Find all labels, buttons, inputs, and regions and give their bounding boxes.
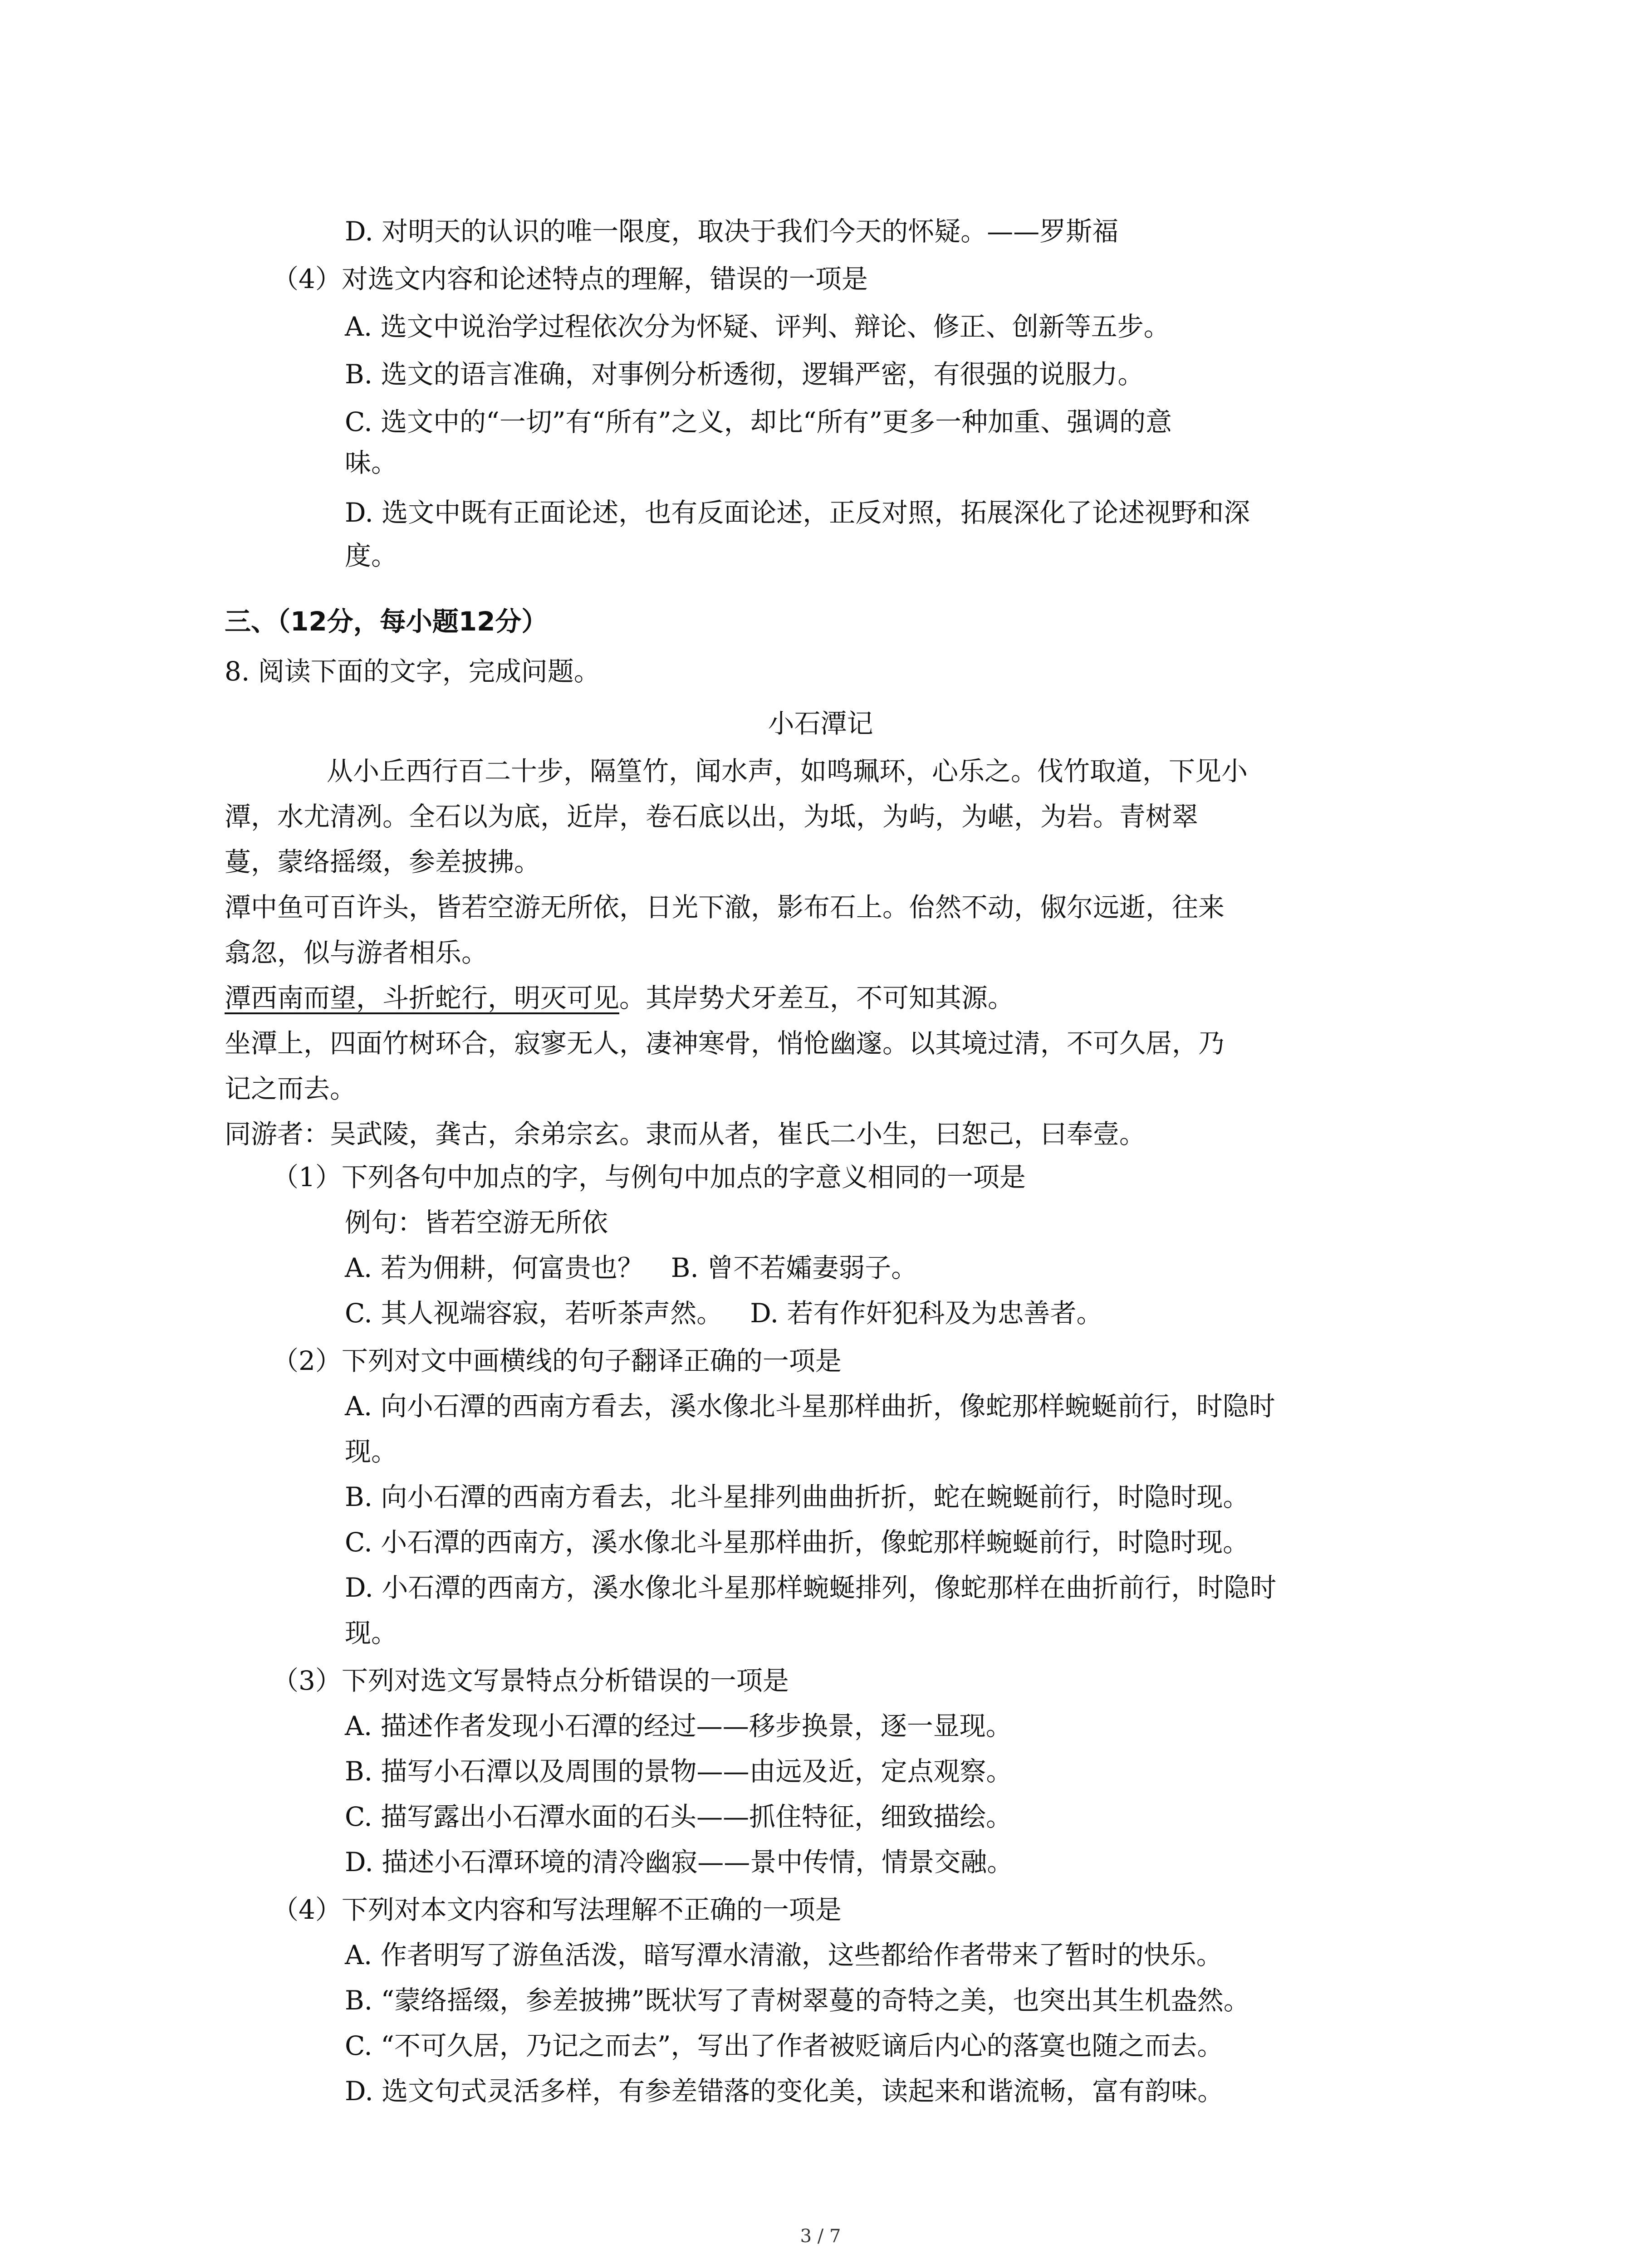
q8-sub3-option-c: C. 描写露出小石潭水面的石头——抓住特征，细致描绘。 <box>345 1801 1013 1832</box>
q8-sub3-stem: （3）下列对选文写景特点分析错误的一项是 <box>272 1665 789 1696</box>
passage-p1-line2: 潭，水尤清冽。全石以为底，近岸，卷石底以出，为坻，为屿，为嵁，为岩。青树翠 <box>225 801 1199 832</box>
q8-sub3-option-d: D. 描述小石潭环境的清冷幽寂——景中传情，情景交融。 <box>345 1847 1014 1877</box>
q8-sub1-option-c: C. 其人视端容寂，若听茶声然。 <box>345 1298 723 1329</box>
q8-sub1-option-a: A. 若为佣耕，何富贵也？ <box>345 1252 644 1283</box>
q8-sub3-option-a: A. 描述作者发现小石潭的经过——移步换景，逐一显现。 <box>345 1711 1012 1741</box>
section-heading: 三、（12分，每小题12分） <box>225 606 548 637</box>
q8-sub1-stem: （1）下列各句中加点的字，与例句中加点的字意义相同的一项是 <box>272 1162 1026 1193</box>
q7-sub4-option-a: A. 选文中说治学过程依次分为怀疑、评判、辩论、修正、创新等五步。 <box>345 311 1170 342</box>
q8-sub1-option-d: D. 若有作奸犯科及为忠善者。 <box>750 1298 1103 1329</box>
q8-sub2-option-d-line2: 现。 <box>345 1618 398 1648</box>
q8-sub4-option-d: D. 选文句式灵活多样，有参差错落的变化美，读起来和谐流畅，富有韵味。 <box>345 2076 1224 2107</box>
passage-p4-line1: 坐潭上，四面竹树环合，寂寥无人，凄神寒骨，悄怆幽邃。以其境过清，不可久居，乃 <box>225 1028 1225 1059</box>
q7-sub4-stem: （4）对选文内容和论述特点的理解，错误的一项是 <box>272 264 868 294</box>
q7-sub4-option-d-line1: D. 选文中既有正面论述，也有反面论述，正反对照，拓展深化了论述视野和深 <box>345 497 1250 528</box>
passage-p2-line2: 翕忽，似与游者相乐。 <box>225 937 488 968</box>
q8-sub4-stem: （4）下列对本文内容和写法理解不正确的一项是 <box>272 1894 842 1925</box>
passage-p3 <box>225 975 1014 1021</box>
q8-sub4-option-c: C. “不可久居，乃记之而去”，写出了作者被贬谪后内心的落寞也随之而去。 <box>345 2030 1224 2061</box>
underlined-sentence: 潭西南而望，斗折蛇行，明灭可见 <box>225 982 620 1013</box>
q8-sub2-option-c: C. 小石潭的西南方，溪水像北斗星那样曲折，像蛇那样蜿蜒前行，时隐时现。 <box>345 1527 1249 1558</box>
q7-option-d: D. 对明天的认识的唯一限度，取决于我们今天的怀疑。——罗斯福 <box>345 216 1119 247</box>
q8-sub4-option-b: B. “蒙络摇缀，参差披拂”既状写了青树翠蔓的奇特之美，也突出其生机盎然。 <box>345 1985 1250 2016</box>
q8-sub1-options-row1 <box>345 1245 945 1290</box>
passage-p5: 同游者：吴武陵，龚古，余弟宗玄。隶而从者，崔氏二小生，曰恕己，曰奉壹。 <box>225 1119 1146 1149</box>
passage-p3-rest: 。其岸势犬牙差互，不可知其源。 <box>619 982 1014 1013</box>
q7-sub4-option-c-line2: 味。 <box>345 447 398 478</box>
q8-intro: 8. 阅读下面的文字，完成问题。 <box>225 656 600 687</box>
q7-sub4-option-b: B. 选文的语言准确，对事例分析透彻，逻辑严密，有很强的说服力。 <box>345 359 1144 390</box>
q8-sub2-option-a-line2: 现。 <box>345 1436 398 1467</box>
passage-title: 小石潭记 <box>768 708 873 739</box>
passage-p2-line1: 潭中鱼可百许头，皆若空游无所依，日光下澈，影布石上。佁然不动，俶尔远逝，往来 <box>225 892 1225 923</box>
q8-sub2-option-b: B. 向小石潭的西南方看去，北斗星排列曲曲折折，蛇在蜿蜒前行，时隐时现。 <box>345 1481 1249 1512</box>
q8-sub2-stem: （2）下列对文中画横线的句子翻译正确的一项是 <box>272 1345 842 1376</box>
q8-sub1-example: 例句：皆若空游无所依 <box>345 1207 608 1238</box>
passage-p4-line2: 记之而去。 <box>225 1073 357 1104</box>
q8-sub4-option-a: A. 作者明写了游鱼活泼，暗写潭水清澈，这些都给作者带来了暂时的快乐。 <box>345 1940 1223 1970</box>
q7-sub4-option-d-line2: 度。 <box>345 540 398 571</box>
q8-sub1-options-row2 <box>345 1290 1130 1336</box>
passage-p1-line1: 从小丘西行百二十步，隔篁竹，闻水声，如鸣珮环，心乐之。伐竹取道，下见小 <box>327 756 1248 787</box>
page-number: 3 / 7 <box>800 2226 841 2247</box>
q8-sub1-option-b: B. 曾不若孀妻弱子。 <box>671 1252 918 1283</box>
passage-p1-line3: 蔓，蒙络摇缀，参差披拂。 <box>225 846 541 877</box>
q8-sub2-option-a-line1: A. 向小石潭的西南方看去，溪水像北斗星那样曲折，像蛇那样蜿蜒前行，时隐时 <box>345 1391 1275 1422</box>
q7-sub4-option-c-line1: C. 选文中的“一切”有“所有”之义，却比“所有”更多一种加重、强调的意 <box>345 406 1172 437</box>
q8-sub2-option-d-line1: D. 小石潭的西南方，溪水像北斗星那样蜿蜒排列，像蛇那样在曲折前行，时隐时 <box>345 1572 1277 1603</box>
q8-sub3-option-b: B. 描写小石潭以及周围的景物——由远及近，定点观察。 <box>345 1756 1013 1787</box>
